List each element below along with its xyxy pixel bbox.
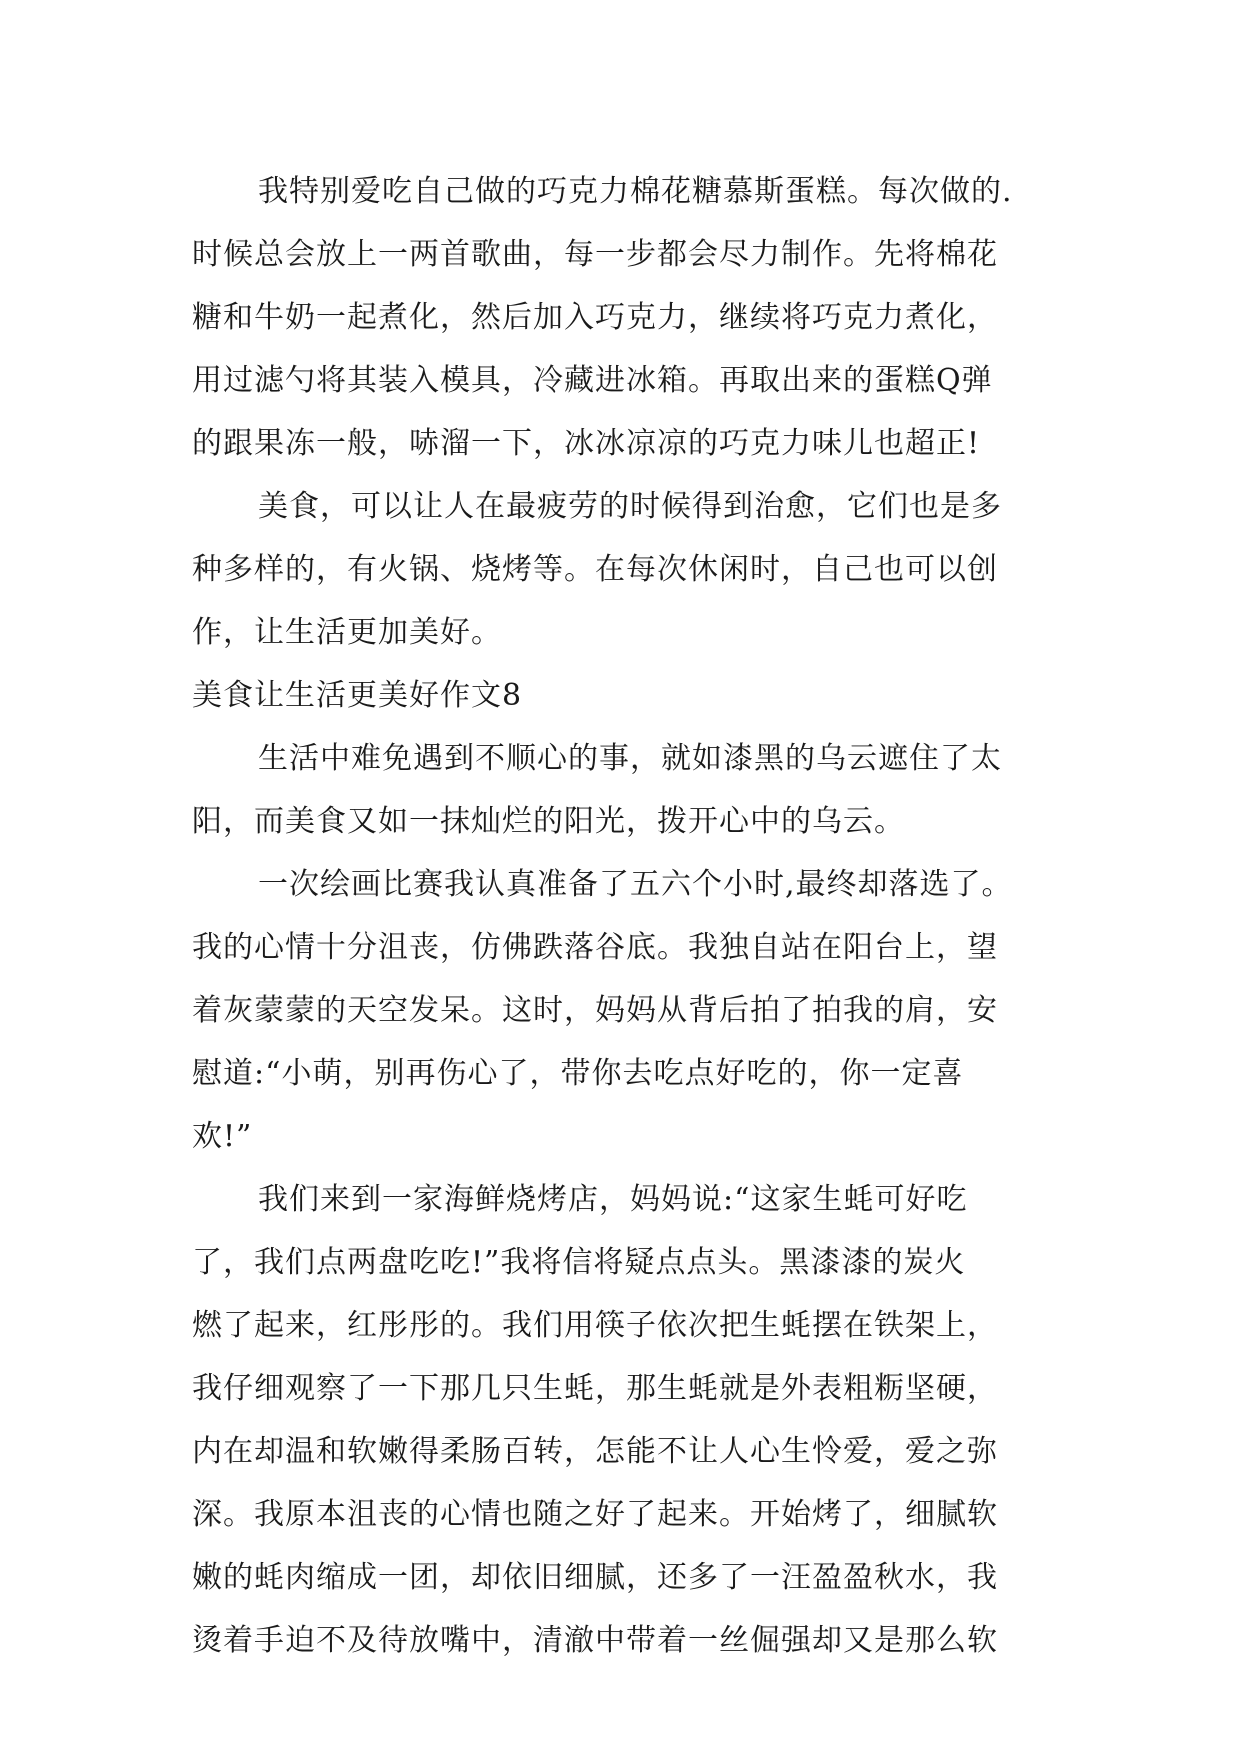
text-line: 时候总会放上一两首歌曲，每一步都会尽力制作。先将棉花 <box>192 237 998 272</box>
text-line: 烫着手迫不及待放嘴中，清澈中带着一丝倔强却又是那么软 <box>192 1623 998 1658</box>
text-line: 阳，而美食又如一抹灿烂的阳光，拨开心中的乌云。 <box>192 804 905 839</box>
text-line: 慰道:“小萌，别再伤心了，带你去吃点好吃的，你一定喜 <box>192 1056 964 1091</box>
document-body <box>192 160 1072 1672</box>
text-line: 了，我们点两盘吃吃!”我将信将疑点点头。黑漆漆的炭火 <box>192 1245 966 1280</box>
text-line: 生活中难免遇到不顺心的事，就如漆黑的乌云遮住了太 <box>258 741 1002 776</box>
text-line: 一次绘画比赛我认真准备了五六个小时,最终却落选了。 <box>258 867 1013 902</box>
text-line: 的跟果冻一般，哧溜一下，冰冰凉凉的巧克力味儿也超正! <box>192 426 981 461</box>
text-line: 我特别爱吃自己做的巧克力棉花糖慕斯蛋糕。每次做的. <box>258 174 1013 209</box>
text-line: 欢!” <box>192 1119 253 1154</box>
text-line: 我们来到一家海鲜烧烤店，妈妈说:“这家生蚝可好吃 <box>258 1182 968 1217</box>
text-line: 内在却温和软嫩得柔肠百转，怎能不让人心生怜爱，爱之弥 <box>192 1434 998 1469</box>
section-heading: 美食让生活更美好作文8 <box>192 678 523 713</box>
text-line: 种多样的，有火锅、烧烤等。在每次休闲时，自己也可以创 <box>192 552 998 587</box>
text-line: 我仔细观察了一下那几只生蚝，那生蚝就是外表粗粝坚硬， <box>192 1371 998 1406</box>
text-line: 深。我原本沮丧的心情也随之好了起来。开始烤了，细腻软 <box>192 1497 998 1532</box>
text-line: 美食，可以让人在最疲劳的时候得到治愈，它们也是多 <box>258 489 1002 524</box>
text-line: 我的心情十分沮丧，仿佛跌落谷底。我独自站在阳台上，望 <box>192 930 998 965</box>
text-line: 用过滤勺将其装入模具，冷藏进冰箱。再取出来的蛋糕Q弹 <box>192 363 993 398</box>
text-line: 着灰蒙蒙的天空发呆。这时，妈妈从背后拍了拍我的肩，安 <box>192 993 998 1028</box>
text-line: 糖和牛奶一起煮化，然后加入巧克力，继续将巧克力煮化， <box>192 300 998 335</box>
text-line: 燃了起来，红彤彤的。我们用筷子依次把生蚝摆在铁架上， <box>192 1308 998 1343</box>
text-line: 嫩的蚝肉缩成一团，却依旧细腻，还多了一汪盈盈秋水，我 <box>192 1560 998 1595</box>
text-line: 作，让生活更加美好。 <box>192 615 502 650</box>
